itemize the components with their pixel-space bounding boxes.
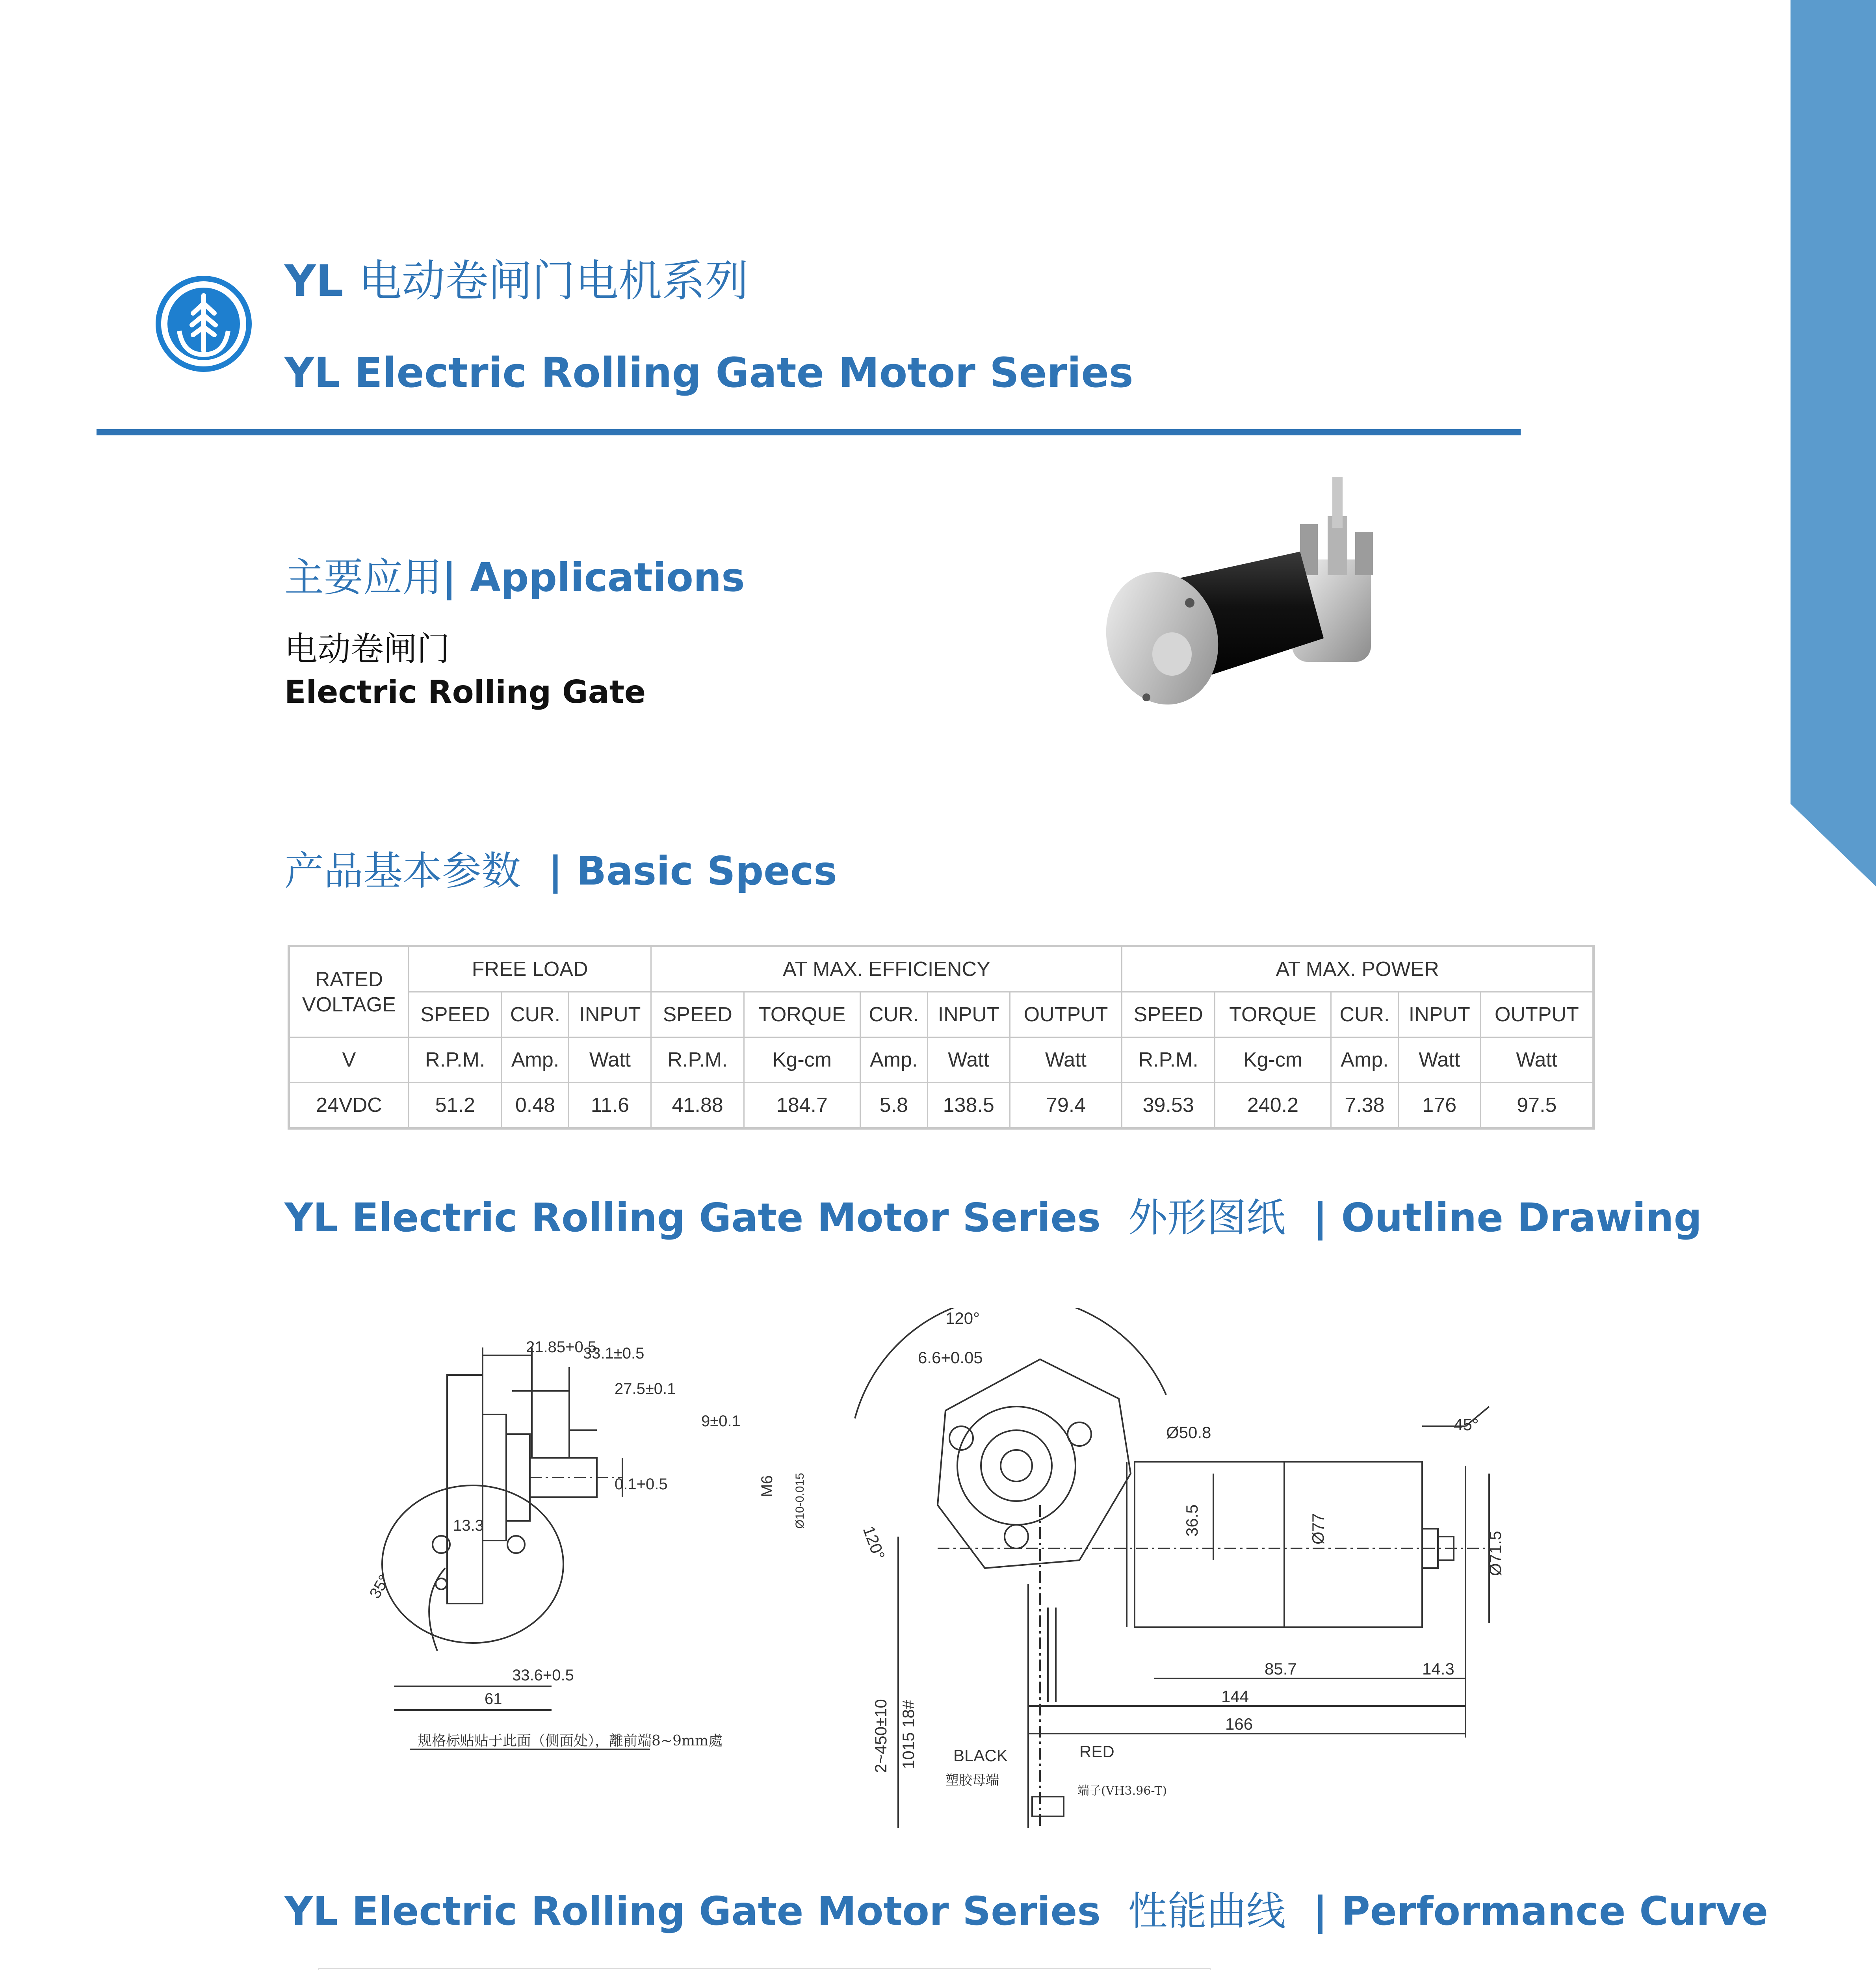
spec-free-load-header: FREE LOAD bbox=[409, 946, 651, 992]
spec-value-cell: 0.48 bbox=[502, 1083, 569, 1129]
dim-right-label: 6.6+0.05 bbox=[918, 1348, 983, 1367]
header-divider bbox=[97, 429, 1521, 435]
spec-value-cell: 138.5 bbox=[927, 1083, 1010, 1129]
spec-unit-cell: Watt bbox=[1010, 1037, 1122, 1083]
application-item-cn: 电动卷闸门 bbox=[284, 630, 450, 668]
spec-col-header: CUR. bbox=[860, 992, 927, 1037]
performance-chart bbox=[318, 1968, 1211, 1970]
specs-table bbox=[288, 945, 1595, 1130]
spec-unit-cell: R.P.M. bbox=[651, 1037, 744, 1083]
company-logo-icon bbox=[156, 276, 252, 372]
outline-drawing-side-view bbox=[347, 1324, 812, 1781]
spec-unit-cell: Watt bbox=[1480, 1037, 1594, 1083]
spec-value-cell: 97.5 bbox=[1480, 1083, 1594, 1129]
spec-value-cell: 5.8 bbox=[860, 1083, 927, 1129]
dim-right-label: 166 bbox=[1225, 1715, 1253, 1733]
spec-rated-voltage-header: RATED VOLTAGE bbox=[289, 946, 409, 1037]
outline-note-cn: 规格标贴贴于此面（侧面处），離前端8~9mm處 bbox=[418, 1733, 723, 1749]
spec-value-cell: 7.38 bbox=[1331, 1083, 1398, 1129]
dim-right-label: 2~450±10 bbox=[871, 1699, 890, 1773]
applications-heading: 主要应用| Applications bbox=[284, 554, 745, 600]
dim-left-label: 33.6+0.5 bbox=[512, 1667, 574, 1684]
spec-value-cell: 240.2 bbox=[1215, 1083, 1331, 1129]
dim-left-label: 9±0.1 bbox=[701, 1412, 741, 1430]
dim-right-label: 14.3 bbox=[1422, 1660, 1454, 1678]
spec-col-header: OUTPUT bbox=[1480, 992, 1594, 1037]
dim-left-label: 61 bbox=[485, 1690, 502, 1708]
outline-drawing-front-view bbox=[819, 1308, 1536, 1832]
spec-unit-cell: Kg-cm bbox=[1215, 1037, 1331, 1083]
spec-unit-cell: Amp. bbox=[1331, 1037, 1398, 1083]
spec-unit-cell: Watt bbox=[569, 1037, 651, 1083]
spec-col-header: CUR. bbox=[502, 992, 569, 1037]
spec-value-cell: 41.88 bbox=[651, 1083, 744, 1129]
spec-col-header: INPUT bbox=[1398, 992, 1480, 1037]
spec-value-cell: 11.6 bbox=[569, 1083, 651, 1129]
dim-left-label: 13.3 bbox=[453, 1517, 484, 1534]
application-item-en: Electric Rolling Gate bbox=[284, 674, 646, 710]
spec-value-cell: 79.4 bbox=[1010, 1083, 1122, 1129]
title-cn: YL 电动卷闸门电机系列 bbox=[284, 256, 749, 306]
spec-col-header: SPEED bbox=[409, 992, 502, 1037]
spec-col-header: TORQUE bbox=[744, 992, 860, 1037]
dim-right-label: Ø50.8 bbox=[1166, 1423, 1211, 1442]
dim-left-label: 21.85+0.5 bbox=[526, 1338, 597, 1356]
spec-unit-cell: Kg-cm bbox=[744, 1037, 860, 1083]
spec-unit-cell: R.P.M. bbox=[1122, 1037, 1215, 1083]
specs-heading: 产品基本参数 | Basic Specs bbox=[284, 848, 837, 894]
dim-left-label: M6 bbox=[758, 1475, 776, 1497]
spec-unit-cell: R.P.M. bbox=[409, 1037, 502, 1083]
spec-col-header: TORQUE bbox=[1215, 992, 1331, 1037]
outline-heading: YL Electric Rolling Gate Motor Series 外形图纸 | Outline Drawing bbox=[284, 1195, 1702, 1241]
dim-right-label: 144 bbox=[1221, 1687, 1249, 1706]
dim-left-label: Ø10-0.015 bbox=[793, 1473, 806, 1529]
performance-heading: YL Electric Rolling Gate Motor Series 性能曲线 | Performance Curve bbox=[284, 1888, 1768, 1934]
dim-right-label: 120° bbox=[945, 1309, 980, 1327]
dim-left-label: 33.1±0.5 bbox=[583, 1345, 645, 1362]
spec-value-cell: 24VDC bbox=[289, 1083, 409, 1129]
wire-red-label: RED bbox=[1079, 1742, 1114, 1761]
spec-col-header: OUTPUT bbox=[1010, 992, 1122, 1037]
dim-left-label: 35° bbox=[366, 1572, 394, 1602]
dim-right-label: 1015 18# bbox=[899, 1700, 918, 1769]
spec-unit-cell: Amp. bbox=[860, 1037, 927, 1083]
spec-unit-cell: Amp. bbox=[502, 1037, 569, 1083]
spec-value-cell: 184.7 bbox=[744, 1083, 860, 1129]
title-en: YL Electric Rolling Gate Motor Series bbox=[284, 349, 1133, 397]
wire-black-label: BLACK bbox=[953, 1746, 1008, 1765]
right-decor-band bbox=[1791, 0, 1876, 886]
spec-max-power-header: AT MAX. POWER bbox=[1122, 946, 1594, 992]
spec-unit-cell: V bbox=[289, 1037, 409, 1083]
dim-left-label: 0.1+0.5 bbox=[615, 1476, 668, 1493]
dim-right-label: 36.5 bbox=[1183, 1504, 1201, 1537]
spec-max-eff-header: AT MAX. EFFICIENCY bbox=[651, 946, 1122, 992]
terminal-label: 端子(VH3.96-T) bbox=[1077, 1784, 1167, 1798]
spec-col-header: SPEED bbox=[651, 992, 744, 1037]
spec-col-header: SPEED bbox=[1122, 992, 1215, 1037]
spec-col-header: INPUT bbox=[927, 992, 1010, 1037]
dim-left-label: 27.5±0.1 bbox=[615, 1380, 676, 1398]
right-band-cut bbox=[1791, 804, 1876, 894]
dim-right-label: 85.7 bbox=[1265, 1660, 1297, 1678]
plug-label: 塑胶母端 bbox=[945, 1773, 999, 1788]
spec-value-cell: 51.2 bbox=[409, 1083, 502, 1129]
spec-col-header: INPUT bbox=[569, 992, 651, 1037]
dim-right-label: 45° bbox=[1454, 1415, 1479, 1434]
motor-product-image bbox=[1087, 469, 1462, 784]
spec-value-cell: 176 bbox=[1398, 1083, 1480, 1129]
spec-unit-cell: Watt bbox=[927, 1037, 1010, 1083]
spec-unit-cell: Watt bbox=[1398, 1037, 1480, 1083]
dim-right-label: Ø77 bbox=[1309, 1513, 1327, 1544]
dim-right-label: 120° bbox=[859, 1524, 889, 1562]
spec-col-header: CUR. bbox=[1331, 992, 1398, 1037]
spec-value-cell: 39.53 bbox=[1122, 1083, 1215, 1129]
dim-right-label: Ø71.5 bbox=[1486, 1531, 1505, 1576]
